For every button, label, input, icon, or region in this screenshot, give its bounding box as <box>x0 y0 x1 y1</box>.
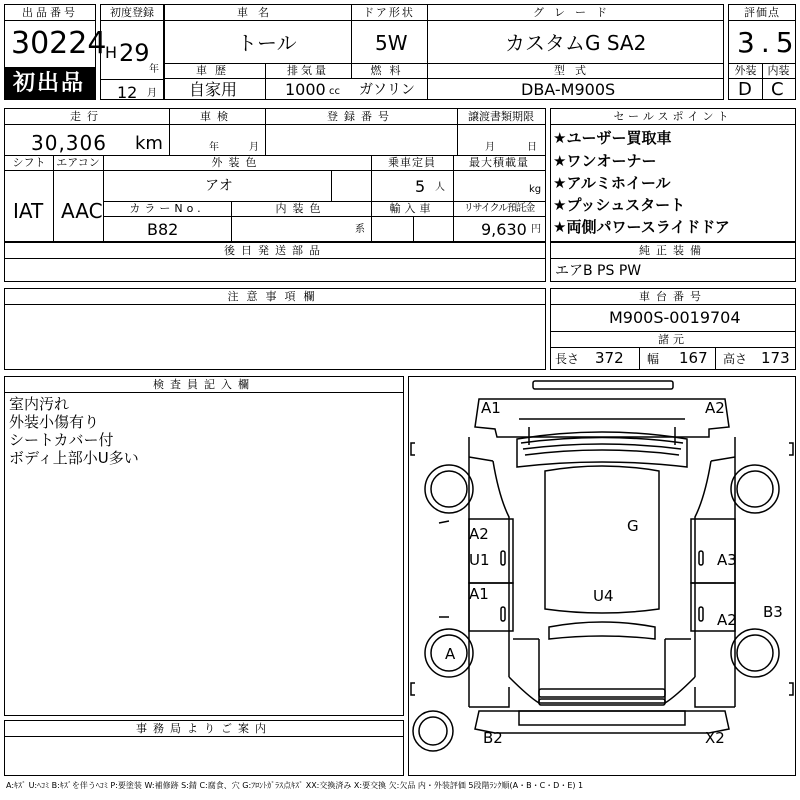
rear-bumper <box>539 689 665 697</box>
reg-month-unit: 月 <box>147 88 157 99</box>
history: 自家用 <box>189 80 238 99</box>
recycle-label: リサイクル預託金 <box>453 201 545 217</box>
interior-score: C <box>771 79 784 100</box>
sales-points-box <box>550 108 796 242</box>
inspector-note: ボディ上部小U多い <box>9 449 139 467</box>
lot-number-box <box>4 4 107 100</box>
length-value: 372 <box>595 349 624 367</box>
shift: IAT <box>13 199 44 223</box>
recycle-fee-unit: 円 <box>531 224 541 235</box>
first-registration-label: 初度登録 <box>101 5 163 21</box>
first-registration-box <box>100 4 164 100</box>
reg-month: 12 <box>117 83 138 102</box>
model: DBA-M900S <box>521 80 616 99</box>
sales-point-item: ★アルミホイール <box>553 174 671 192</box>
height-value: 173 <box>761 349 790 367</box>
notes-box <box>4 288 546 370</box>
inspection-month-unit: 月 <box>249 142 259 153</box>
score-box <box>728 4 800 100</box>
door-type: 5W <box>375 31 408 55</box>
capacity-label: 乗車定員 <box>371 155 453 171</box>
wheel-front-right <box>731 465 779 513</box>
notes-label: 注意事項欄 <box>5 289 545 305</box>
damage-mark: U1 <box>469 551 490 569</box>
interior-color-label: 内装色 <box>231 201 371 217</box>
transfer-month-unit: 月 <box>485 142 495 153</box>
inspector-label: 検査員記入欄 <box>5 377 403 393</box>
car-name-label: 車名 <box>165 5 351 21</box>
later-parts-label: 後日発送部品 <box>5 243 545 259</box>
legend: A:ｷｽﾞ U:ﾍｺﾐ B:ｷｽﾞを伴うﾍｺﾐ P:要塗装 W:補修跡 S:錆 C:腐食、穴 G:ﾌﾛﾝﾄｶﾞﾗｽ点ｷｽﾞ XX:交換済み X:要交換 欠:欠品 内・外装評価 5段階ﾗﾝｸ順(A・B・C・D・E) 1 <box>6 781 584 790</box>
damage-mark: A2 <box>717 611 737 629</box>
model-label: 型式 <box>427 63 723 79</box>
grade-label: グレード <box>427 5 723 21</box>
front-bumper <box>533 381 673 389</box>
damage-mark: A <box>445 645 456 663</box>
displacement: 1000 <box>285 80 326 99</box>
office-label: 事務局よりご案内 <box>5 721 403 737</box>
damage-mark: A2 <box>705 399 725 417</box>
car-diagram-box <box>408 376 796 776</box>
color-number: B82 <box>147 220 179 239</box>
fuel-label: 燃料 <box>351 63 427 79</box>
grade: カスタムG SA2 <box>505 31 647 55</box>
exterior-color: アオ <box>205 178 233 194</box>
sales-points-label: セールスポイント <box>551 109 795 125</box>
equipment-box <box>550 242 796 282</box>
inspector-note: シートカバー付 <box>9 431 114 449</box>
reg-year: 29 <box>119 39 150 67</box>
chassis-box <box>550 288 796 370</box>
first-listing-text: 初出品 <box>13 71 86 96</box>
fuel: ガソリン <box>359 82 415 98</box>
damage-mark: A1 <box>481 399 501 417</box>
capacity-unit: 人 <box>435 182 445 193</box>
sales-point-item: ★両側パワースライドドア <box>553 218 730 236</box>
air-conditioner: AAC <box>61 199 103 223</box>
score: 3.5 <box>737 26 800 59</box>
lot-number: 30224 <box>11 26 107 61</box>
recycle-fee: 9,630 <box>481 220 527 239</box>
width-label: 幅 <box>647 352 660 366</box>
equipment-label: 純正装備 <box>551 243 795 259</box>
length-label: 長さ <box>555 352 580 366</box>
width-value: 167 <box>679 349 708 367</box>
damage-mark: A3 <box>717 551 737 569</box>
chassis-label: 車台番号 <box>551 289 795 305</box>
damage-mark: U4 <box>593 587 614 605</box>
lot-number-label: 出品番号 <box>5 5 95 21</box>
wheel-rear-right <box>731 629 779 677</box>
era: H <box>105 43 118 62</box>
damage-mark: B3 <box>763 603 783 621</box>
damage-mark: B2 <box>483 729 503 747</box>
max-load-label: 最大積載量 <box>453 155 545 171</box>
chassis-number: M900S-0019704 <box>609 308 741 327</box>
damage-mark: A2 <box>469 525 489 543</box>
sales-point-item: ★ワンオーナー <box>553 152 657 170</box>
score-label: 評価点 <box>729 5 795 21</box>
exterior-label: 外装 <box>729 63 762 79</box>
displacement-label: 排気量 <box>265 63 351 79</box>
capacity: 5 <box>415 177 426 196</box>
car-diagram <box>409 377 795 775</box>
damage-mark: X2 <box>705 729 725 747</box>
height-label: 高さ <box>723 352 748 366</box>
sales-point-item: ★プッシュスタート <box>553 196 686 214</box>
color-number-label: カラーNo. <box>103 201 231 217</box>
inspector-note: 室内汚れ <box>9 395 70 413</box>
displacement-unit: cc <box>329 86 340 97</box>
inspection-year-unit: 年 <box>209 142 219 153</box>
specs-label: 諸元 <box>551 331 795 348</box>
car-name: トール <box>237 31 297 55</box>
ac-label: エアコン <box>53 155 103 171</box>
interior-color-unit: 系 <box>355 224 365 235</box>
exterior-score: D <box>738 79 752 100</box>
inspector-note: 外装小傷有り <box>9 413 100 431</box>
wheel-front-left <box>425 465 473 513</box>
rear-window <box>549 622 655 639</box>
mileage: 30,306 <box>31 131 107 155</box>
shift-label: シフト <box>5 155 53 171</box>
transfer-docs-label: 譲渡書類期限 <box>457 109 545 125</box>
sales-point-item: ★ユーザー買取車 <box>553 129 672 147</box>
inspector-box <box>4 376 404 716</box>
mileage-label: 走行 <box>5 109 169 125</box>
exterior-color-label: 外装色 <box>103 155 371 171</box>
reg-number-label: 登録番号 <box>265 109 457 125</box>
mileage-unit: km <box>135 133 163 154</box>
transfer-day-unit: 日 <box>527 142 537 153</box>
car-info-box <box>164 4 724 100</box>
damage-mark: G <box>627 517 639 535</box>
import-label: 輸入車 <box>371 201 453 217</box>
inspection-label: 車検 <box>169 109 265 125</box>
history-label: 車歴 <box>165 63 265 79</box>
equipment-value: エアB PS PW <box>555 263 642 279</box>
later-parts-box <box>4 242 546 282</box>
door-label: ドア形状 <box>351 5 427 21</box>
interior-label: 内装 <box>762 63 795 79</box>
office-box <box>4 720 404 776</box>
reg-year-unit: 年 <box>149 64 159 75</box>
load-unit: kg <box>529 184 542 195</box>
vehicle-detail-box <box>4 108 546 242</box>
damage-mark: A1 <box>469 585 489 603</box>
